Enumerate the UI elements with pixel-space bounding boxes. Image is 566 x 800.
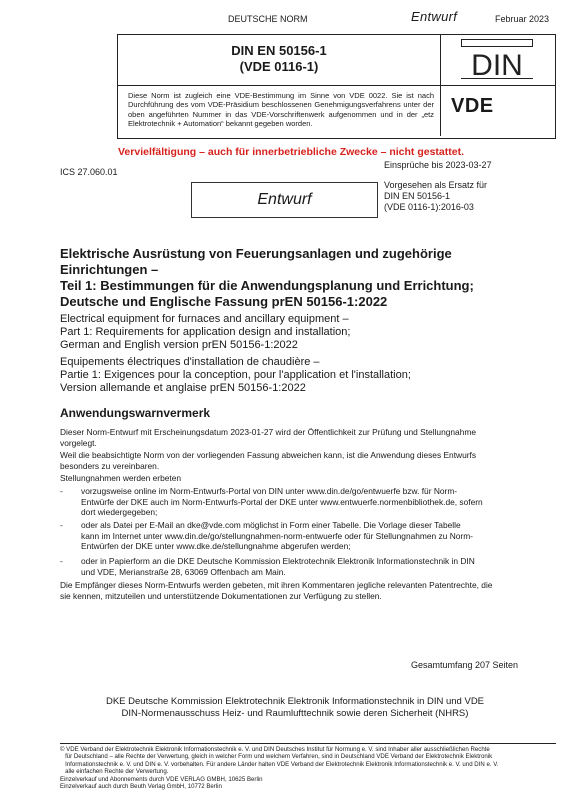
bullet-dash: - — [60, 486, 63, 496]
list-item — [60, 486, 515, 520]
text-line: Weil die beabsichtigte Norm von der vorliegenden Fassung abweichen kann, ist die Anwendung dieses Entwurfs — [60, 450, 477, 460]
replacement-line-1: Vorgesehen als Ersatz für — [384, 180, 488, 190]
vde-notice: Diese Norm ist zugleich eine VDE-Bestimmung im Sinne von VDE 0022. Sie ist nach Durchführung des vom VDE-Präsidium beschlossenen Genehmigungsverfahrens unter der oben angeführten Nummer in das VDE-Vorschriftenwerk aufgenommen und in der „etz Elektrotechnik + Automation“ bekannt gegeben worden. — [128, 91, 434, 128]
title-en-line: Part 1: Requirements for application design and installation; — [60, 326, 351, 339]
title-fr-line: Partie 1: Exigences pour la conception, pour l'application et l'installation; — [60, 369, 411, 382]
text-line: besonders zu vereinbaren. — [60, 460, 160, 471]
text-line: Entwürfe der DKE auch im Norm-Entwurfs-Portal der DKE unter www.entwuerfe.normenbibliothek.de, sofern — [81, 496, 483, 507]
vde-number: (VDE 0116-1) — [239, 59, 319, 74]
standard-number: DIN EN 50156-1 — [231, 43, 327, 58]
replacement-line-3: (VDE 0116-1):2016-03 — [384, 202, 474, 212]
title-fr-line: Equipements électriques d'installation de chaudière – — [60, 356, 320, 368]
objections-deadline: Einsprüche bis 2023-03-27 — [384, 160, 492, 170]
copyright-line: Informationstechnik e. V. und DIN e. V. vorbehalten. Für andere Länder halten VDE Verband der Elektrotechnik Elektronik Informationstechnik e. V. und DIN e. V. — [60, 760, 499, 768]
copyright-line: © VDE Verband der Elektrotechnik Elektronik Informationstechnik e. V. und DIN Deutsches Institut für Normung e. V. sind Inhaber aller ausschließlichen Rechte — [60, 746, 490, 753]
list-item — [60, 556, 515, 580]
ics-code: ICS 27.060.01 — [60, 167, 118, 177]
text-line: vorgelegt. — [60, 437, 97, 448]
din-logo-text: DIN — [471, 49, 523, 79]
draft-box — [191, 182, 378, 218]
title-fr-line: Version allemande et anglaise prEN 50156-1:2022 — [60, 382, 306, 395]
vde-logo: VDE — [451, 95, 494, 117]
text-line: kann im Internet unter www.din.de/go/stellungnahmen-norm-entwuerfe oder für Stellungnahmen zu Norm- — [81, 530, 473, 541]
committee-line: DIN-Normenausschuss Heiz- und Raumlufttechnik sowie deren Sicherheit (NHRS) — [121, 708, 469, 719]
text-line: oder in Papierform an die DKE Deutsche Kommission Elektrotechnik Elektronik Informationstechnik in DIN — [81, 556, 475, 566]
replacement-line-2: DIN EN 50156-1 — [384, 191, 451, 201]
copyright-line: alle einfachen Rechte der Verwertung. — [60, 768, 169, 776]
title-en-line: Electrical equipment for furnaces and ancillary equipment – — [60, 313, 349, 325]
norm-type-label: DEUTSCHE NORM — [228, 14, 308, 24]
title-de-line: Teil 1: Bestimmungen für die Anwendungsplanung und Errichtung; — [60, 278, 474, 293]
list-item — [60, 520, 515, 554]
committee-block — [60, 696, 530, 720]
text-line: dort wiedergegeben; — [81, 507, 158, 518]
title-de-line: Einrichtungen – — [60, 262, 159, 277]
title-en-line: German and English version prEN 50156-1:2022 — [60, 339, 298, 352]
bullet-dash: - — [60, 556, 63, 566]
copyright-block — [60, 746, 558, 790]
text-line: vorzugsweise online im Norm-Entwurfs-Portal von DIN unter www.din.de/go/entwuerfe bzw. für Norm- — [81, 486, 458, 496]
text-line: sie kennen, mitzuteilen und unterstützende Dokumentationen zur Verfügung zu stellen. — [60, 590, 382, 601]
title-de-line: Deutsche und Englische Fassung prEN 50156-1:2022 — [60, 294, 388, 309]
reproduction-notice: Vervielfältigung – auch für innerbetriebliche Zwecke – nicht gestattet. — [118, 146, 465, 158]
copyright-line: Einzelverkauf auch durch Beuth Verlag GmbH, 10772 Berlin — [60, 783, 222, 791]
bullet-dash: - — [60, 520, 63, 530]
text-line: oder als Datei per E-Mail an dke@vde.com möglichst in Form einer Tabelle. Die Vorlage dieser Tabelle — [81, 520, 461, 530]
warning-paragraph-1 — [60, 427, 510, 448]
warning-heading: Anwendungswarnvermerk — [60, 406, 211, 420]
title-english — [60, 313, 530, 353]
draft-status-label: Entwurf — [411, 9, 458, 24]
standard-header-box — [117, 34, 556, 139]
committee-line: DKE Deutsche Kommission Elektrotechnik Elektronik Informationstechnik in DIN und VDE — [105, 696, 485, 707]
text-line: und VDE, Merianstraße 28, 63069 Offenbach am Main. — [81, 566, 286, 577]
issue-date: Februar 2023 — [495, 14, 550, 24]
copyright-line: für Deutschland – alle Rechte der Verwertung, gleich in welcher Form und welchem Verfahren, sind in Deutschland VDE Verband der Elektrotechnik Elektronik — [60, 753, 493, 761]
total-pages: Gesamtumfang 207 Seiten — [411, 660, 519, 670]
title-german — [60, 246, 530, 310]
text-line: Dieser Norm-Entwurf mit Erscheinungsdatum 2023-01-27 wird der Öffentlichkeit zur Prüfung und Stellungnahme — [60, 427, 477, 437]
copyright-line: Einzelverkauf und Abonnements durch VDE VERLAG GMBH, 10625 Berlin — [60, 775, 263, 783]
text-line: Entwürfen der DKE unter www.dke.de/stellungnahme abgerufen werden; — [81, 541, 351, 552]
draft-box-label: Entwurf — [257, 191, 312, 208]
title-de-line: Elektrische Ausrüstung von Feuerungsanlagen und zugehörige — [60, 246, 452, 261]
footer-divider — [60, 743, 556, 744]
text-line: Die Empfänger dieses Norm-Entwurfs werden gebeten, mit ihren Kommentaren jegliche relevanten Patentrechte, die — [60, 580, 493, 590]
box-divider-horizontal — [118, 85, 555, 86]
warning-paragraph-3: Stellungnahmen werden erbeten — [60, 473, 182, 483]
din-logo — [461, 39, 533, 79]
warning-paragraph-4 — [60, 580, 530, 601]
warning-paragraph-2 — [60, 450, 510, 471]
title-french — [60, 356, 530, 396]
